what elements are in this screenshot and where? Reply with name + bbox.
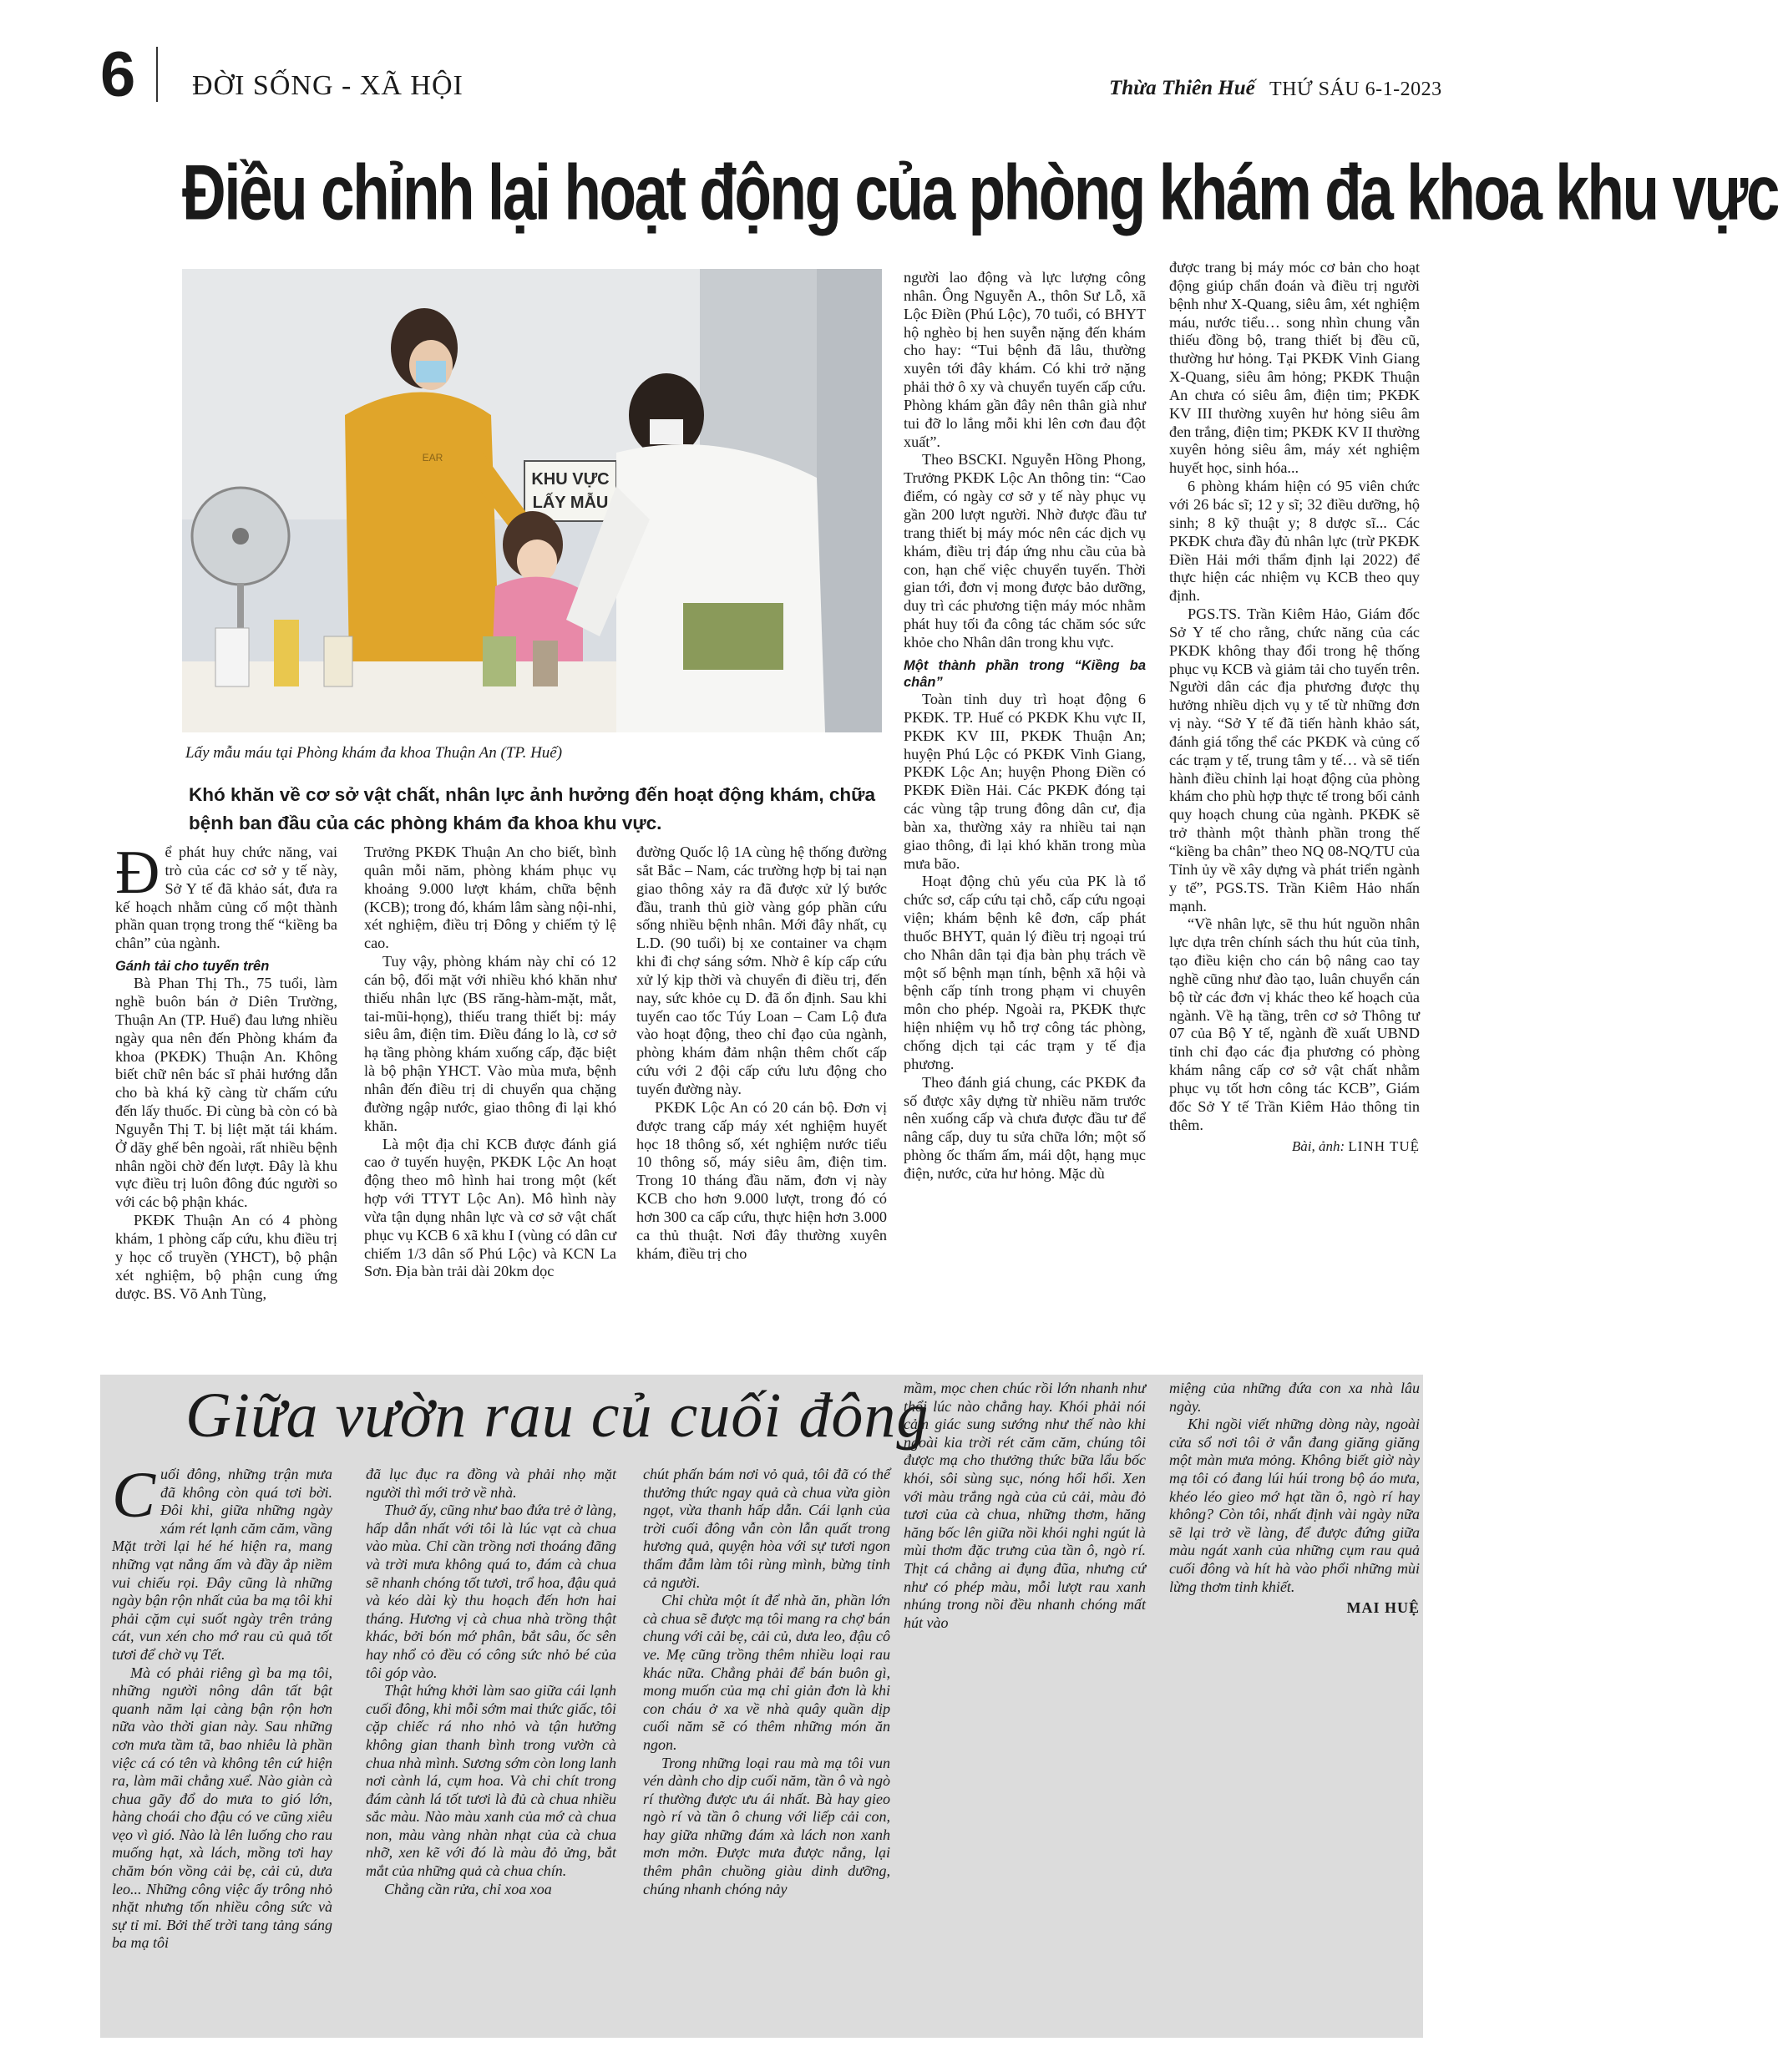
feature-column-2 — [366, 1466, 616, 2027]
paragraph: Khi ngồi viết những dòng này, ngoài cửa sổ nơi tôi ở vẫn đang giăng giăng một màn mưa mỏng. Không biết giờ này mạ tôi có đang lúi húi trong bộ áo mưa, khéo léo gieo mớ hạt tần ô, ngò rí hay không? Còn tôi, nhất định vài ngày nữa sẽ lại trở về làng, để được đứng giữa màu ngát xanh của những cụm rau quả cuối đông và hít hà vào phổi những mùi lừng thơm tinh khiết. — [1169, 1416, 1420, 1595]
paragraph: Thật hứng khởi làm sao giữa cái lạnh cuối đông, khi mỗi sớm mai thức giấc, tôi cặp chiếc rá nho nhỏ và tận hưởng không gian thanh bình trong vườn cà chua nhà mình. Sương sớm còn long lanh nơi cành lá, cụm hoa. Và chi chít trong đám cành lá tốt tươi là đủ cà chua nhiều sắc màu. Nào màu xanh của mớ cà chua non, màu vàng nhàn nhạt của cà chua nhỡ, xen kẽ với đó là màu đỏ ửng, bắt mắt của những quả cà chua chín. — [366, 1682, 617, 1880]
paragraph: mầm, mọc chen chúc rồi lớn nhanh như thổi lúc nào chẳng hay. Khói phải nói cảm giác sung sướng như thế nào khi ngoài kia trời rét căm căm, chúng tôi được mạ cho thưởng thức bữa lẩu bốc khói, sôi sùng sục, nóng hổi hổi. Xen với màu trắng ngà của củ cải, màu đỏ tươi của cà chua, những thơm, hăng hăng bốc lên giữa nồi khói nghi ngút là mùi thơm đặc trưng của tần ô, ngò rí. Thịt cá chẳng ai đụng đũa, nhưng cứ như có phép màu, mỗi lượt rau xanh nhúng trong nồi đều nhanh chóng mất hút vào — [904, 1380, 1146, 1631]
paragraph: Toàn tỉnh duy trì hoạt động 6 PKĐK. TP. Huế có PKĐK Khu vực II, PKĐK KV III, PKĐK Thuận An; huyện Phú Lộc có PKĐK Vinh Giang, PKĐK Lộc An; huyện Phong Điền có PKĐK Điền Hải. Các PKĐK đóng tại các vùng tập trung đông dân cư, địa bàn xa, thường xảy ra nhiều tai nạn giao thông, đi lại khó khăn trong mùa mưa bão. — [904, 690, 1146, 872]
article-column-2 — [364, 843, 616, 1361]
subheading: Một thành phần trong “Kiềng ba chân” — [904, 657, 1146, 690]
paragraph: 6 phòng khám hiện có 95 viên chức với 26 bác sĩ; 12 y sĩ; 32 điều dưỡng, hộ sinh; 8 kỹ thuật y; 8 dược sĩ... Các PKĐK chưa đầy đủ nhân lực (trừ PKĐK Điền Hải mới thẩm định lại 2022) để thực hiện các nhiệm vụ KCB theo quy định. — [1169, 478, 1420, 605]
paragraph: Để phát huy chức năng, vai trò của các cơ sở y tế này, Sở Y tế đã khảo sát, đưa ra kế hoạch nhằm củng cố một thành phần quan trọng trong thế “kiềng ba chân” của ngành. — [115, 838, 337, 952]
paragraph: Theo đánh giá chung, các PKĐK đa số được xây dựng từ nhiều năm trước nên xuống cấp và chưa được đầu tư để nâng cấp, duy tu sửa chữa lớn; một số phòng ốc thấm ấm, mái dột, hạng mục điện, nước, cửa hư hỏng. Mặc dù — [904, 1073, 1146, 1182]
feature-column-1 — [112, 1458, 332, 2027]
svg-text:KHU VỰC: KHU VỰC — [531, 470, 610, 489]
paragraph: Cuối đông, những trận mưa đã không còn quá tơi bời. Đôi khi, giữa những ngày xám rét lạnh căm căm, vầng Mặt trời lại hé hé hiện ra, mang những vạt nắng ấm và đầy ắp niềm vui chiếu rọi. Đây cũng là những ngày bận rộn nhất của ba mạ tôi khi phải cặm cụi suốt ngày trên trảng cát, vun xén cho mớ rau củ quả tốt tươi để chờ vụ Tết. — [112, 1458, 332, 1663]
page-number: 6 — [100, 39, 136, 110]
paragraph: Là một địa chỉ KCB được đánh giá cao ở tuyến huyện, PKĐK Lộc An hoạt động theo mô hình hai trong một (kết hợp với TTYT Lộc An). Mô hình này vừa tận dụng nhân lực và cơ sở vật chất phục vụ KCB 6 xã khu I (vùng có dân cư chiếm 1/3 dân số Phú Lộc) và KCN La Sơn. Địa bàn trải dài 20km dọc — [364, 1135, 616, 1280]
feature-column-4 — [904, 1380, 1146, 1847]
article-headline: Điều chỉnh lại hoạt động của phòng khám đa khoa khu vực — [182, 149, 1778, 236]
article-column-5 — [1169, 259, 1420, 1365]
feature-title: Giữa vườn rau củ cuối đông — [185, 1380, 930, 1451]
subheading: Gánh tải cho tuyến trên — [115, 959, 270, 975]
article-column-3 — [636, 843, 887, 1361]
newspaper-name: Thừa Thiên Huế — [1109, 77, 1255, 99]
paragraph: miệng của những đứa con xa nhà lâu ngày. — [1169, 1380, 1420, 1415]
article-photo — [182, 269, 882, 732]
paragraph: chút phấn bám nơi vỏ quả, tôi đã có thể thưởng thức ngay quả cà chua vừa giòn ngọt, vừa thanh hấp dẫn. Cái lạnh của trời cuối đông vẫn còn lẫn quất trong hương quả, quyện hòa với sự tươi ngon thẩm đẫm làm tôi rùng mình, bừng tỉnh cả người. — [643, 1466, 890, 1591]
photo-caption: Lấy mẫu máu tại Phòng khám đa khoa Thuận An (TP. Huế) — [185, 744, 563, 762]
feature-column-5 — [1169, 1380, 1420, 1680]
feature-byline: MAI HUỆ — [1346, 1599, 1420, 1617]
article-column-4 — [904, 269, 1146, 1363]
header-divider — [156, 47, 158, 102]
paragraph: Chỉ chừa một ít để nhà ăn, phần lớn cà chua sẽ được mạ tôi mang ra chợ bán chung với cải bẹ, cải củ, dưa leo, đậu cô ve. Mẹ cũng trồng thêm nhiều loại rau khác nữa. Chẳng phải để bán buôn gì, mong muốn của mạ chỉ giản đơn là khi con cháu ở xa về nhà quây quần dịp cuối năm sẽ có thêm những món ăn ngon. — [643, 1592, 890, 1753]
paragraph: Hoạt động chủ yếu của PK là tổ chức sơ, cấp cứu tại chỗ, cấp cứu ngoại viện; khám bệnh kê đơn, cấp phát thuốc BHYT, quản lý điều trị ngoại trú cho Nhân dân tại địa bàn phụ trách về một số bệnh mạn tính, bệnh xã hội và bệnh cấp tính trong phạm vi chuyên môn cho phép. Ngoài ra, PKĐK thực hiện nhiệm vụ hỗ trợ công tác phòng, chống dịch tại các trạm y tế địa phương. — [904, 873, 1146, 1072]
article-lead: Khó khăn về cơ sở vật chất, nhân lực ảnh hưởng đến hoạt động khám, chữa bệnh ban đầu của các phòng khám đa khoa khu vực. — [189, 784, 875, 833]
paragraph: Thuở ấy, cũng như bao đứa trẻ ở làng, hấp dẫn nhất với tôi là lúc vạt cà chua vào mùa. Chỉ cần trồng nơi thoáng đãng và trời mưa không quá to, đám cà chua sẽ nhanh chóng tốt tươi, trổ hoa, đậu quả và kéo dài kỳ thu hoạch đến hơn hai tháng. Hương vị cà chua nhà trồng thật khác, bởi bón mớ phân, bắt sâu, ốc sên hay nhổ cỏ đều có công sức nhỏ bé của tôi góp vào. — [366, 1502, 616, 1681]
paragraph: được trang bị máy móc cơ bản cho hoạt động giúp chẩn đoán và điều trị người bệnh như X-Quang, siêu âm, xét nghiệm máu, nước tiểu… song nhìn chung vẫn thiếu đồng bộ, trang thiết bị đều cũ, thường hư hỏng. Tại PKĐK Vinh Giang X-Quang, siêu âm hỏng; PKĐK Thuận An chưa có siêu âm, điện tim; PKĐK KV III thường xuyên hư hỏng siêu âm đen trắng, điện tim; PKĐK KV II thường xuyên hỏng siêu âm, máy xét nghiệm huyết học, sinh hóa... — [1169, 259, 1421, 477]
article-column-1 — [115, 838, 337, 1361]
paragraph: Theo BSCKI. Nguyễn Hồng Phong, Trưởng PKĐK Lộc An thông tin: “Cao điểm, có ngày cơ sở y tế này phục vụ gần 200 lượt người. Nhờ được đầu tư trang thiết bị máy móc nên các dịch vụ khám, điều trị đáp ứng nhu cầu của bà con, hạn chế việc chuyển tuyến. Thời gian tới, đơn vị mong được bảo dưỡng, duy trì các phương tiện máy móc nhằm phát huy tối đa công tác chăm sóc sức khỏe cho Nhân dân trong khu vực. — [904, 451, 1146, 651]
paragraph: Trưởng PKĐK Thuận An cho biết, bình quân mỗi năm, phòng khám phục vụ khoảng 9.000 lượt khám, chữa bệnh (KCB); trong đó, khám lâm sàng nội-nhi, xét nghiệm, điều trị Đông y chiếm tỷ lệ cao. — [364, 843, 616, 952]
svg-text:LẤY MẪU: LẤY MẪU — [532, 494, 609, 512]
section-name: ĐỜI SỐNG - XÃ HỘI — [192, 70, 463, 101]
feature-column-3 — [643, 1466, 890, 2027]
clinic-photo-illustration — [182, 269, 882, 732]
paragraph: PKĐK Thuận An có 4 phòng khám, 1 phòng cấp cứu, khu điều trị y học cổ truyền (YHCT), bộ phận xét nghiệm, bộ phận cung ứng dược. BS. Võ Anh Tùng, — [115, 1212, 337, 1302]
svg-text:EAR: EAR — [422, 452, 443, 464]
paragraph: PGS.TS. Trần Kiêm Hảo, Giám đốc Sở Y tế cho rằng, chức năng của các PKĐK không thay đổi trong hệ thống phục vụ KCB và giảm tải cho tuyến trên. Người dân các địa phương được thụ hưởng nhiều dịch vụ y tế từ những đơn vị này. “Sở Y tế đã tiến hành khảo sát, đánh giá tổng thể các PKĐK và củng cố các trạm y tế, trung tâm y tế… và sẽ tiến hành điều chỉnh lại hoạt động của phòng khám cho phù hợp thực tế trong bối cảnh quy hoạch chung của ngành. PKĐK sẽ trở thành một thành phần trong thế “kiềng ba chân” theo NQ 08-NQ/TU của Tỉnh ủy về xây dựng và phát triển ngành y tế”, PGS.TS. Trần Kiêm Hảo nhấn mạnh. — [1169, 605, 1420, 914]
paragraph: Bà Phan Thị Th., 75 tuổi, làm nghề buôn bán ở Diên Trường, Thuận An (TP. Huế) đau lưng nhiều ngày qua nên đến Phòng khám đa khoa (PKĐK) Thuận An. Không biết chữ nên bác sĩ phải hướng dẫn cho bà khá kỹ càng từ chấm cứu đến lấy thuốc. Đi cùng bà còn có bà Nguyễn Thị T. bị liệt mặt tái khám. Ở dãy ghế bên ngoài, rất nhiều bệnh nhân ngồi chờ đến lượt. Đây là khu vực điều trị luôn đông đúc người so với các bộ phận khác. — [115, 975, 337, 1211]
drop-cap: Đ — [115, 838, 160, 907]
paragraph: Trong những loại rau mà mạ tôi vun vén dành cho dịp cuối năm, tần ô và ngò rí thường được ưu ái nhất. Bà hay gieo ngò rí và tần ô chung với liếp cải con, hay giữa những đám xà lách non xanh mơn mởn. Được mưa được nắng, lại thêm phân chuồng giàu dinh dưỡng, chúng nhanh chóng nảy — [643, 1754, 890, 1897]
article-byline: Bài, ảnh: LINH TUỆ — [1291, 1137, 1420, 1154]
paragraph: Mà có phải riêng gì ba mạ tôi, những người nông dân tất bật quanh năm lại càng bận rộn hơn nữa vào thời gian này. Sau những cơn mưa tầm tã, bao nhiêu là phần việc cá có tên và không tên cứ hiện ra, làm mãi chẳng xuể. Nào giàn cà chua gãy đổ do mưa to gió lớn, hàng choái cho đậu có ve cũng xiêu vẹo vì gió. Nào là lên luống cho rau muống hạt, xà lách, mồng tơi hay chăm bón vồng cải bẹ, cải củ, dưa leo... Những công việc ấy trông nhỏ nhặt nhưng tốn nhiều công sức và sự tỉ mỉ. Bởi thế trời tang tảng sáng ba mạ tôi — [112, 1664, 332, 1952]
paragraph: PKĐK Lộc An có 20 cán bộ. Đơn vị được trang cấp máy xét nghiệm huyết học 18 thông số, xét nghiệm nước tiểu 10 thông số, máy siêu âm, điện tim. Trong 10 tháng đầu năm, đơn vị này KCB cho hơn 9.000 lượt, trong đó có hơn 300 ca cấp cứu, thực hiện hơn 3.000 ca thủ thuật. Nơi đây thường xuyên khám, điều trị cho — [636, 1098, 887, 1262]
paragraph: người lao động và lực lượng công nhân. Ông Nguyễn A., thôn Sư Lỗ, xã Lộc Điền (Phú Lộc), 70 tuổi, có BHYT hộ nghèo bị hen suyễn nặng đến khám cho hay: “Tui bệnh đã lâu, thường xuyên tới đây khám. Có khi trở nặng phải thở ô xy và chuyển tuyến cấp cứu. Phòng khám gần đây nên thân già như tui đỡ lo lắng mỗi khi lên cơn đau đột xuất”. — [904, 269, 1146, 450]
drop-cap: C — [112, 1458, 156, 1531]
issue-date: THỨ SÁU 6-1-2023 — [1269, 79, 1442, 100]
paragraph: đã lục đục ra đồng và phải nhọ mặt người thì mới trở về nhà. — [366, 1466, 616, 1501]
paragraph: Chẳng cần rửa, chỉ xoa xoa — [384, 1880, 552, 1897]
paragraph: Tuy vậy, phòng khám này chỉ có 12 cán bộ, đối mặt với nhiều khó khăn như thiếu nhân lực (BS răng-hàm-mặt, mắt, tai-mũi-họng), thiếu trang thiết bị: máy siêu âm, điện tim. Điều đáng lo là, cơ sở hạ tầng phòng khám xuống cấp, đặc biệt là bộ phận YHCT. Vào mùa mưa, bệnh nhân đến điều trị di chuyển qua chặng đường ngập nước, giao thông đi lại khó khăn. — [364, 953, 616, 1134]
paragraph: đường Quốc lộ 1A cùng hệ thống đường sắt Bắc – Nam, các trường hợp bị tai nạn giao thông xảy ra đã được xử lý bước đầu, tranh thủ giờ vàng góp phần cứu sống nhiều bệnh nhân. Mới đây nhất, cụ L.D. (90 tuổi) bị xe container va chạm khi đi chợ sáng sớm. Nhờ ê kíp cấp cứu xử lý kịp thời và chuyển đi điều trị, đến nay, sức khỏe cụ D. đã ổn định. Sau khi tuyến cao tốc Túy Loan – Cam Lộ đưa vào hoạt động, theo chỉ đạo của ngành, phòng khám đảm nhận thêm chốt cấp cứu với 2 đội cấp cứu lưu động cho tuyến đường này. — [636, 843, 887, 1097]
paragraph: “Về nhân lực, sẽ thu hút nguồn nhân lực dựa trên chính sách thu hút của tỉnh, tạo điều kiện cho cán bộ nâng cao tay nghề cũng như đào tạo, luân chuyển cán bộ từ các đơn vị khác theo kế hoạch của ngành. Về hạ tầng, trên cơ sở Thông tư 07 của Bộ Y tế, ngành đề xuất UBND tỉnh chỉ đạo các địa phương có phòng khám nâng cấp cơ sở vật chất nhằm phục vụ tốt hơn công tác KCB”, Giám đốc Sở Y tế Trần Kiêm Hảo thông tin thêm. — [1169, 915, 1420, 1133]
